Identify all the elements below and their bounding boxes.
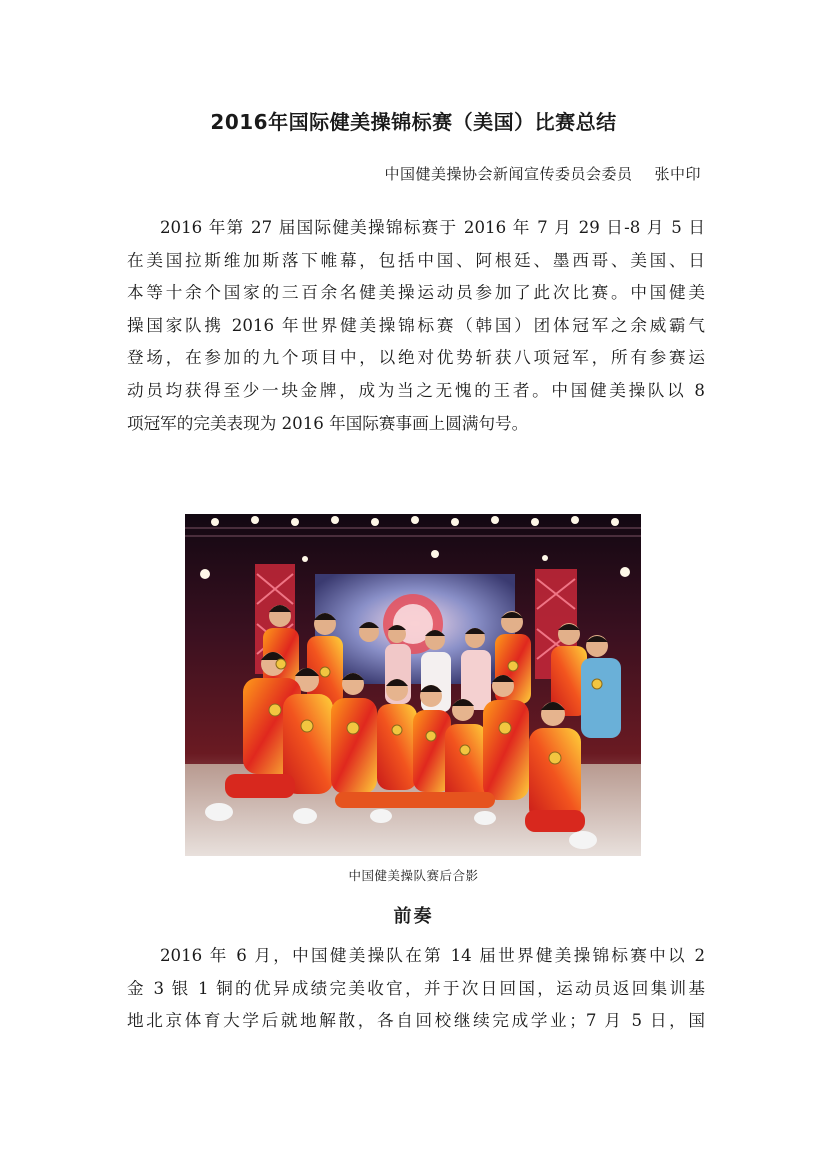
paragraph-line: 2016 年第 27 届国际健美操锦标赛于 2016 年 7 月 29 日-8 月 5 日 xyxy=(160,218,705,237)
byline xyxy=(384,163,701,184)
author-name: 张中印 xyxy=(654,165,701,183)
author-affiliation: 中国健美操协会新闻宣传委员会委员 xyxy=(384,165,633,183)
document-title: 2016年国际健美操锦标赛（美国）比赛总结 xyxy=(210,110,617,134)
paragraph-line: 操国家队携 2016 年世界健美操锦标赛（韩国）团体冠军之余威霸气 xyxy=(127,315,705,335)
paragraph-line: 地北京体育大学后就地解散，各自回校继续完成学业；7 月 5 日，国 xyxy=(127,1011,705,1031)
photo-caption: 中国健美操队赛后合影 xyxy=(348,868,479,883)
paragraph-line: 2016 年 6 月，中国健美操队在第 14 届世界健美操锦标赛中以 2 xyxy=(160,946,705,965)
intro-paragraph xyxy=(127,212,705,440)
paragraph-line: 金 3 银 1 铜的优异成绩完美收官，并于次日回国，运动员返回集训基 xyxy=(127,978,705,998)
section-paragraph xyxy=(127,940,705,1038)
paragraph-line: 项冠军的完美表现为 2016 年国际赛事画上圆满句号。 xyxy=(127,413,529,433)
team-group-photo xyxy=(185,514,641,856)
paragraph-line: 本等十余个国家的三百余名健美操运动员参加了此次比赛。中国健美 xyxy=(127,283,705,303)
section-heading: 前奏 xyxy=(393,906,434,927)
paragraph-line: 登场，在参加的九个项目中，以绝对优势斩获八项冠军，所有参赛运 xyxy=(127,348,705,368)
paragraph-line: 动员均获得至少一块金牌，成为当之无愧的王者。中国健美操队以 8 xyxy=(127,380,705,400)
paragraph-line: 在美国拉斯维加斯落下帷幕，包括中国、阿根廷、墨西哥、美国、日 xyxy=(127,250,705,270)
